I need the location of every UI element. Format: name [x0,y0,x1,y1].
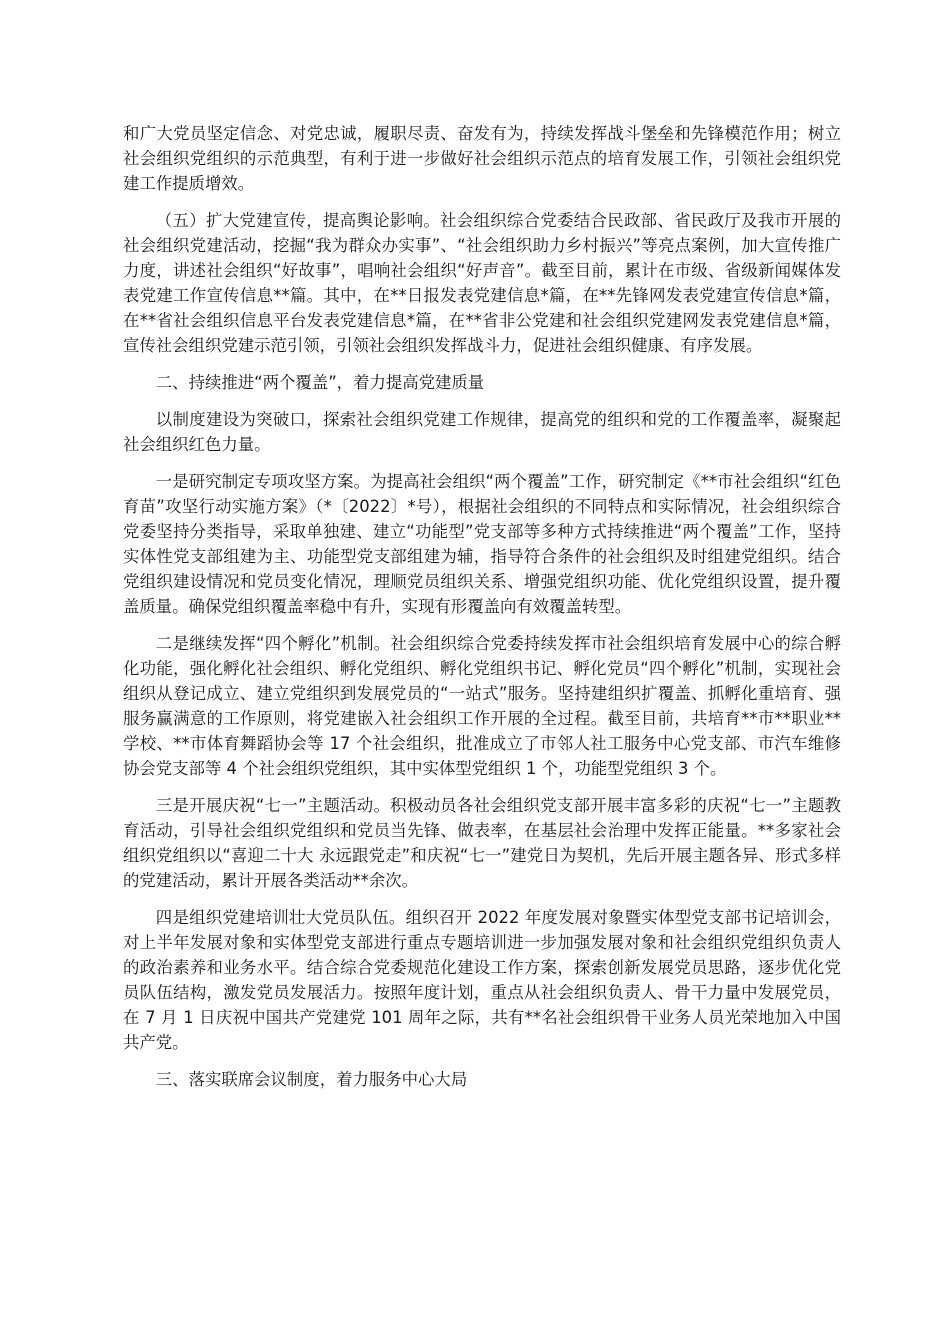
paragraph-continuation: 和广大党员坚定信念、对党忠诚，履职尽责、奋发有为，持续发挥战斗堡垒和先锋模范作用；树立社会组织党组织的示范典型，有利于进一步做好社会组织示范点的培育发展工作，引领社会组织党建工作提质增效。 [123,124,841,193]
paragraph-item-four: 四是组织党建培训壮大党员队伍。组织召开 2022 年度发展对象暨实体型党支部书记培训会，对上半年发展对象和实体型党支部进行重点专题培训进一步加强发展对象和社会组织党组织负责人的政治素养和业务水平。结合综合党委规范化建设工作方案，探索创新发展党员思路，逐步优化党员队伍结构，激发党员发展活力。按照年度计划，重点从社会组织负责人、骨干力量中发展党员，在 7 月 1 日庆祝中国共产党建党 101 周年之际，共有**名社会组织骨干业务人员光荣地加入中国共产党。 [123,908,841,1052]
paragraph-publicity: （五）扩大党建宣传，提高舆论影响。社会组织综合党委结合民政部、省民政厅及我市开展的社会组织党建活动，挖掘“我为群众办实事”、“社会组织助力乡村振兴”等亮点案例，加大宣传推广力度，讲述社会组织“好故事”，唱响社会组织“好声音”。截至目前，累计在市级、省级新闻媒体发表党建工作宣传信息**篇。其中，在**日报发表党建信息*篇，在**先锋网发表党建宣传信息*篇，在**省社会组织信息平台发表党建信息*篇，在**省非公党建和社会组织党建网发表党建信息*篇，宣传社会组织党建示范引领，引领社会组织发挥战斗力，促进社会组织健康、有序发展。 [123,211,841,355]
document-page [123,121,841,1104]
section-heading-two: 二、持续推进“两个覆盖”，着力提高党建质量 [155,373,485,392]
paragraph-item-two: 二是继续发挥“四个孵化”机制。社会组织综合党委持续发挥市社会组织培育发展中心的综合孵化功能，强化孵化社会组织、孵化党组织、孵化党组织书记、孵化党员“四个孵化”机制，实现社会组织从登记成立、建立党组织到发展党员的“一站式”服务。坚持建组织扩覆盖、抓孵化重培育、强服务赢满意的工作原则，将党建嵌入社会组织工作开展的全过程。截至目前，共培育**市**职业**学校、**市体育舞蹈协会等 17 个社会组织，批准成立了市邻人社工服务中心党支部、市汽车维修协会党支部等 4 个社会组织党组织，其中实体型党组织 1 个，功能型党组织 3 个。 [123,634,841,778]
section-heading-three: 三、落实联席会议制度，着力服务中心大局 [155,1070,468,1089]
paragraph-item-one: 一是研究制定专项攻坚方案。为提高社会组织“两个覆盖”工作，研究制定《**市社会组织“红色育苗”攻坚行动实施方案》（*〔2022〕*号），根据社会组织的不同特点和实际情况，社会组织综合党委坚持分类指导，采取单独建、建立“功能型”党支部等多种方式持续推进“两个覆盖”工作，坚持实体性党支部组建为主、功能型党支部组建为辅，指导符合条件的社会组织及时组建党组织。结合党组织建设情况和党员变化情况，理顺党员组织关系、增强党组织功能、优化党组织设置，提升覆盖质量。确保党组织覆盖率稳中有升，实现有形覆盖向有效覆盖转型。 [123,472,841,616]
paragraph-item-three: 三是开展庆祝“七一”主题活动。积极动员各社会组织党支部开展丰富多彩的庆祝“七一”主题教育活动，引导社会组织党组织和党员当先锋、做表率，在基层社会治理中发挥正能量。**多家社会组织党组织以“喜迎二十大 永远跟党走”和庆祝“七一”建党日为契机，先后开展主题各异、形式多样的党建活动，累计开展各类活动**余次。 [123,796,841,890]
paragraph-intro: 以制度建设为突破口，探索社会组织党建工作规律，提高党的组织和党的工作覆盖率，凝聚起社会组织红色力量。 [123,410,841,454]
